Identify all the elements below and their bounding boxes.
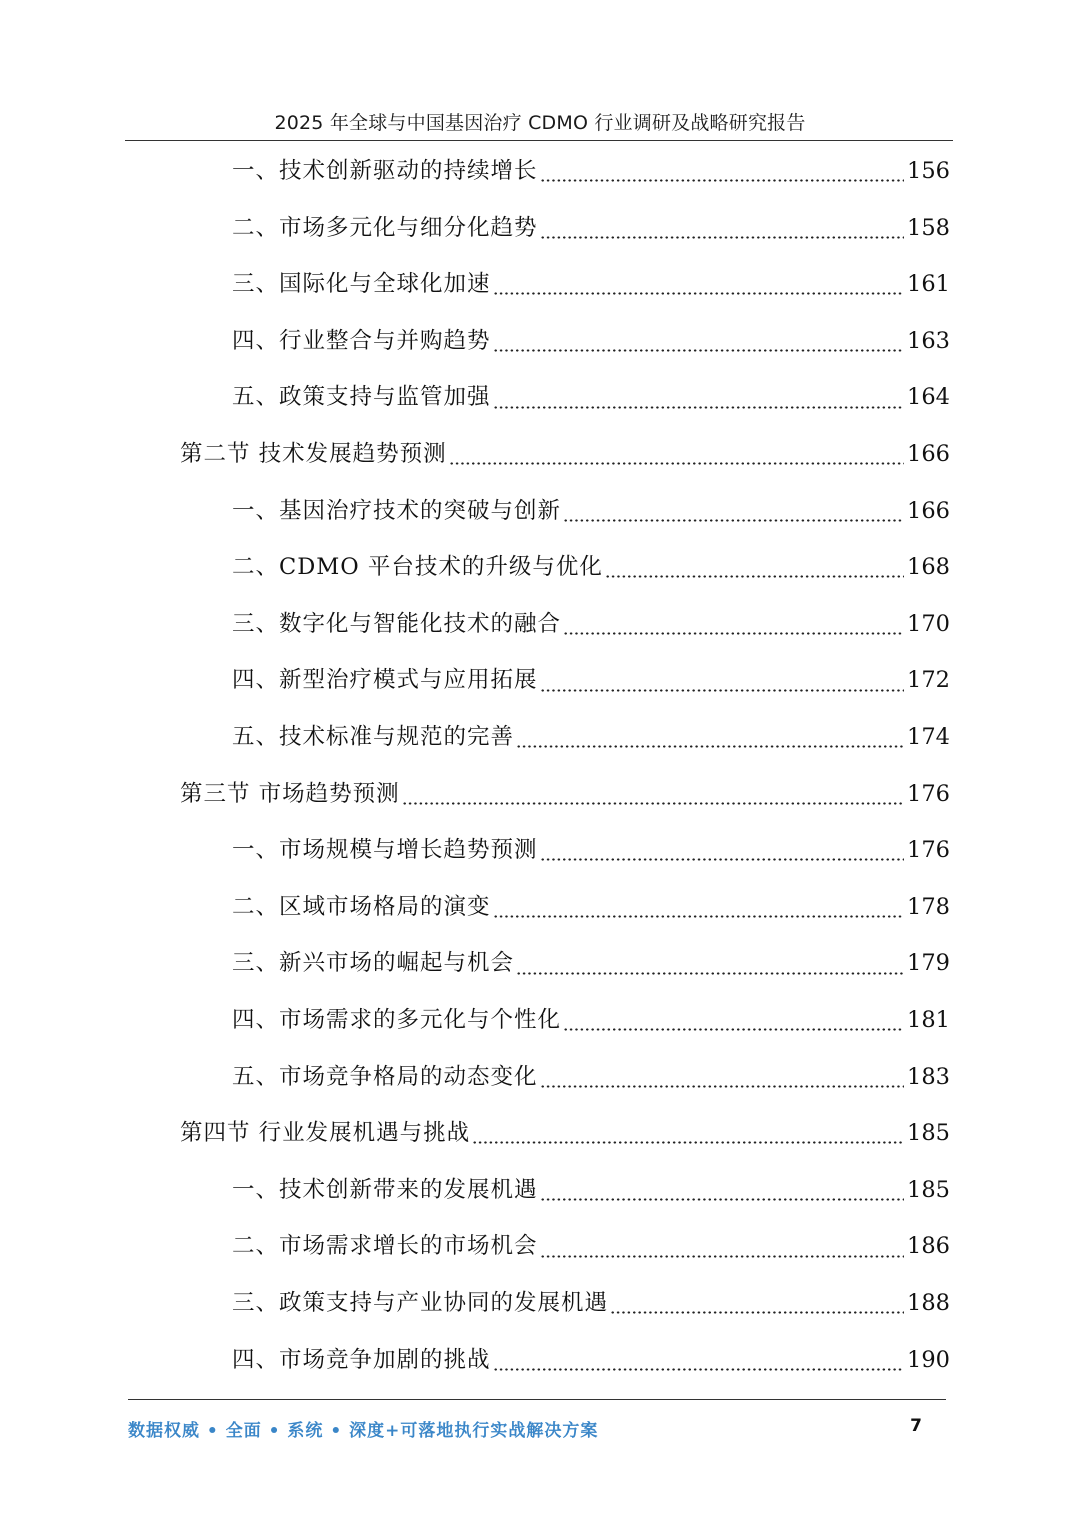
dot-leader — [493, 1355, 905, 1377]
toc-entry-label: 二、市场需求增长的市场机会 — [232, 1233, 538, 1260]
toc-entry-page: 158 — [907, 214, 950, 241]
toc-entry-page: 176 — [907, 837, 950, 864]
toc-entry-page: 161 — [907, 271, 950, 298]
toc-entry[interactable] — [0, 369, 1080, 426]
toc-entry-label: 三、政策支持与产业协同的发展机遇 — [232, 1289, 609, 1316]
toc-entry[interactable] — [0, 256, 1080, 313]
toc-entry-page: 185 — [907, 1176, 950, 1203]
footer-slogan: 数据权威 • 全面 • 系统 • 深度+可落地执行实战解决方案 — [128, 1421, 599, 1441]
dot-leader — [540, 1185, 905, 1207]
toc-entry-label: 三、数字化与智能化技术的融合 — [232, 610, 562, 637]
page-header-title: 2025 年全球与中国基因治疗 CDMO 行业调研及战略研究报告 — [274, 112, 806, 134]
toc-entry-label: 一、技术创新带来的发展机遇 — [232, 1176, 538, 1203]
toc-entry-page: 164 — [907, 384, 950, 411]
dot-leader — [540, 1072, 905, 1094]
toc-entry-label: 三、新兴市场的崛起与机会 — [232, 950, 515, 977]
toc-entry-label: 二、市场多元化与细分化趋势 — [232, 214, 538, 241]
toc-entry-page: 186 — [907, 1233, 950, 1260]
toc-entry-label: 五、市场竞争格局的动态变化 — [232, 1063, 538, 1090]
header-divider — [125, 140, 953, 141]
dot-leader — [540, 223, 905, 245]
toc-entry-label: 三、国际化与全球化加速 — [232, 271, 491, 298]
toc-section-entry[interactable] — [0, 766, 1080, 823]
toc-entry-page: 166 — [907, 497, 950, 524]
toc-entry-page: 166 — [907, 441, 950, 468]
toc-entry-label: 第四节 行业发展机遇与挑战 — [180, 1120, 471, 1147]
footer-divider — [128, 1399, 946, 1400]
toc-entry[interactable] — [0, 143, 1080, 200]
toc-entry-label: 一、市场规模与增长趋势预测 — [232, 837, 538, 864]
dot-leader — [605, 562, 904, 584]
toc-entry-label: 四、市场需求的多元化与个性化 — [232, 1006, 562, 1033]
dot-leader — [540, 845, 905, 867]
toc-entry-page: 188 — [907, 1289, 950, 1316]
toc-entry-page: 185 — [907, 1120, 950, 1147]
toc-entry[interactable] — [0, 709, 1080, 766]
toc-entry-label: 一、基因治疗技术的突破与创新 — [232, 497, 562, 524]
toc-entry-label: 第三节 市场趋势预测 — [180, 780, 400, 807]
toc-entry[interactable] — [0, 1162, 1080, 1219]
dot-leader — [540, 676, 905, 698]
toc-entry-page: 176 — [907, 780, 950, 807]
dot-leader — [540, 1242, 905, 1264]
dot-leader — [493, 393, 905, 415]
toc-entry-page: 181 — [907, 1006, 950, 1033]
toc-entry-page: 174 — [907, 723, 950, 750]
toc-entry[interactable] — [0, 539, 1080, 596]
dot-leader — [563, 1015, 904, 1037]
toc-entry-label: 二、CDMO 平台技术的升级与优化 — [232, 554, 603, 581]
toc-entry[interactable] — [0, 483, 1080, 540]
toc-entry[interactable] — [0, 1331, 1080, 1388]
toc-entry-label: 四、市场竞争加剧的挑战 — [232, 1346, 491, 1373]
toc-entry-label: 五、技术标准与规范的完善 — [232, 723, 515, 750]
dot-leader — [493, 336, 905, 358]
dot-leader — [516, 959, 904, 981]
toc-entry-page: 156 — [907, 158, 950, 185]
toc-entry-page: 178 — [907, 893, 950, 920]
toc-entry[interactable] — [0, 200, 1080, 257]
toc-entry[interactable] — [0, 1275, 1080, 1332]
dot-leader — [563, 506, 904, 528]
toc-entry-label: 四、新型治疗模式与应用拓展 — [232, 667, 538, 694]
toc-entry-label: 一、技术创新驱动的持续增长 — [232, 158, 538, 185]
dot-leader — [472, 1128, 904, 1150]
toc-entry[interactable] — [0, 1049, 1080, 1106]
toc-entry[interactable] — [0, 652, 1080, 709]
dot-leader — [540, 166, 905, 188]
toc-entry-page: 183 — [907, 1063, 950, 1090]
toc-entry-page: 168 — [907, 554, 950, 581]
toc-entry-page: 163 — [907, 327, 950, 354]
toc-entry[interactable] — [0, 879, 1080, 936]
toc-entry[interactable] — [0, 992, 1080, 1049]
toc-entry-page: 170 — [907, 610, 950, 637]
dot-leader — [610, 1298, 904, 1320]
toc-section-entry[interactable] — [0, 426, 1080, 483]
table-of-contents — [0, 143, 1080, 1388]
toc-entry-label: 二、区域市场格局的演变 — [232, 893, 491, 920]
dot-leader — [449, 449, 904, 471]
toc-entry[interactable] — [0, 313, 1080, 370]
toc-entry-label: 第二节 技术发展趋势预测 — [180, 441, 447, 468]
dot-leader — [563, 619, 904, 641]
toc-entry[interactable] — [0, 1218, 1080, 1275]
toc-entry-page: 190 — [907, 1346, 950, 1373]
toc-entry-label: 五、政策支持与监管加强 — [232, 384, 491, 411]
dot-leader — [493, 279, 905, 301]
toc-entry[interactable] — [0, 822, 1080, 879]
toc-section-entry[interactable] — [0, 1105, 1080, 1162]
toc-entry-label: 四、行业整合与并购趋势 — [232, 327, 491, 354]
dot-leader — [516, 732, 904, 754]
toc-entry[interactable] — [0, 596, 1080, 653]
toc-entry[interactable] — [0, 935, 1080, 992]
dot-leader — [402, 789, 904, 811]
toc-entry-page: 179 — [907, 950, 950, 977]
toc-entry-page: 172 — [907, 667, 950, 694]
dot-leader — [493, 902, 905, 924]
page-number: 7 — [910, 1416, 922, 1436]
